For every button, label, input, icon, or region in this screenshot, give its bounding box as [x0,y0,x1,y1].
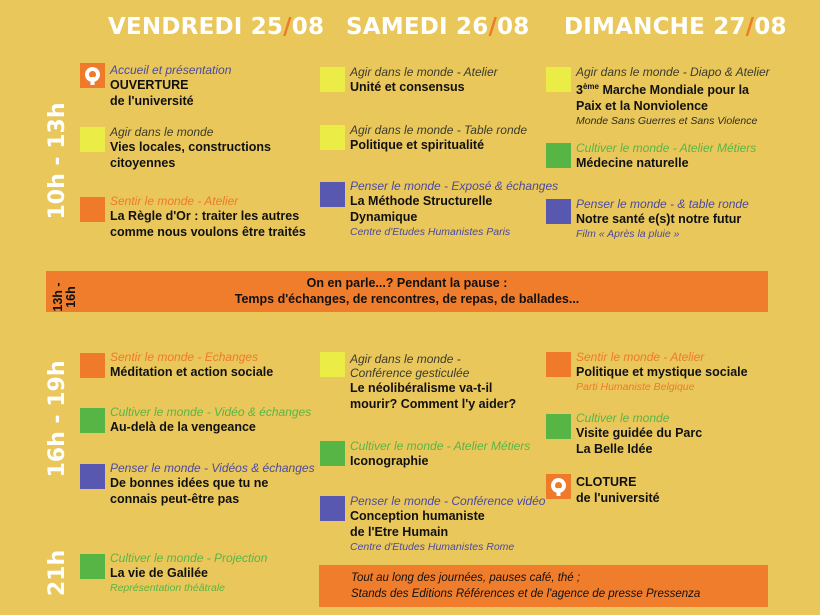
category-orange-square [80,353,105,378]
event-local-lives [80,125,320,171]
day-name: VENDREDI 25 [108,14,284,40]
event-title-prefix: 3 [576,83,583,97]
event-subtitle: Centre d'Etudes Humanistes Paris [350,226,511,238]
event-galileo [80,551,320,595]
event-political-mysticism [546,350,786,394]
day-name: SAMEDI 26 [346,14,489,40]
pause-line-1: On en parle...? Pendant la pause : [306,276,508,290]
category-green-square [546,143,571,168]
pause-line-2: Temps d'échanges, de rencontres, de repas, de ballades... [234,292,580,306]
event-title: Unité et consensus [350,80,465,94]
event-title: Notre santé e(s)t notre futur [576,212,742,226]
event-title: Vies locales, constructions citoyennes [110,140,271,170]
event-title: Politique et mystique sociale [576,365,748,379]
category-green-square [320,441,345,466]
category-yellow-square [320,352,345,377]
time-label-morning: 10h - 13h [45,102,70,220]
category-blue-square [320,182,345,207]
category-yellow-square [320,125,345,150]
event-category: Cultiver le monde - Vidéo & échanges [110,405,312,419]
event-subtitle: Centre d'Etudes Humanistes Rome [350,541,515,553]
event-title [576,79,776,114]
category-orange-square [546,352,571,377]
day-month: 08 [291,14,325,40]
event-park-visit [546,411,786,457]
event-category: Agir dans le monde [110,125,214,139]
event-meditation [80,350,320,380]
slash: / [745,14,755,40]
category-yellow-square [80,127,105,152]
event-category: Sentir le monde - Atelier [110,194,239,208]
footer-banner [319,565,768,607]
event-category: Penser le monde - Vidéos & échanges [110,461,315,475]
time-label-evening: 21h [45,549,70,597]
event-title: Au-delà de la vengeance [110,420,256,434]
event-good-ideas [80,461,320,507]
event-structural-method [320,179,560,239]
event-world-march [546,65,776,128]
event-humanist-conception [320,494,560,554]
event-category: Agir dans le monde - Table ronde [350,123,527,137]
event-title: Iconographie [350,454,429,468]
event-beyond-vengeance [80,405,320,435]
category-yellow-square [546,67,571,92]
event-category: Penser le monde - & table ronde [576,197,749,211]
category-yellow-square [320,67,345,92]
event-title: De bonnes idées que tu ne connais peut-être pas [110,476,269,506]
event-title-superscript: ème [582,82,599,91]
day-header-sunday [564,14,787,40]
event-category: Sentir le monde - Echanges [110,350,259,364]
event-iconography [320,439,560,469]
event-natural-medicine [546,141,786,171]
event-category: Cultiver le monde [576,411,670,425]
event-category: Agir dans le monde - Diapo & Atelier [576,65,770,79]
event-category: Sentir le monde - Atelier [576,350,705,364]
event-subtitle: Représentation théâtrale [110,582,225,594]
event-title: Visite guidée du Parc La Belle Idée [576,426,703,456]
category-blue-square [546,199,571,224]
time-label-afternoon: 16h - 19h [45,360,70,478]
event-title: Conception humaniste de l'Etre Humain [350,509,485,539]
event-closing [546,474,786,506]
event-title: La Méthode Structurelle Dynamique [350,194,493,224]
event-title: Politique et spiritualité [350,138,485,152]
event-category: Cultiver le monde - Projection [110,551,268,565]
day-month: 08 [497,14,530,40]
time-label-pause-text: 13h - 16h [51,282,78,312]
day-name: DIMANCHE 27 [564,14,746,40]
footer-line-1: Tout au long des journées, pauses café, thé ; [351,572,581,584]
category-blue-square [320,496,345,521]
event-opening [80,63,320,109]
event-category: Accueil et présentation [110,63,232,77]
event-title: Le néolibéralisme va-t-il mourir? Comment l'y aider? [350,381,517,411]
category-green-square [80,408,105,433]
university-logo-icon [80,63,105,88]
event-title: La Règle d'Or : traiter les autres comme nous voulons être traités [110,209,306,239]
event-golden-rule [80,194,320,240]
event-politics-spirituality [320,123,560,153]
category-green-square [80,554,105,579]
event-category-line-2: Conférence gesticulée [350,366,470,380]
slash: / [283,14,292,40]
pause-banner [46,271,768,312]
event-category: Agir dans le monde - Atelier [350,65,498,79]
category-orange-square [80,197,105,222]
event-category: Penser le monde - Exposé & échanges [350,179,559,193]
time-label-pause [50,276,80,312]
event-category: Penser le monde - Conférence vidéo [350,494,546,508]
event-unity-consensus [320,65,560,95]
event-subtitle: Film « Après la pluie » [576,228,680,240]
event-subtitle: Parti Humaniste Belgique [576,381,695,393]
event-category: Cultiver le monde - Atelier Métiers [350,439,531,453]
category-blue-square [80,464,105,489]
category-green-square [546,414,571,439]
event-category: Agir dans le monde - [350,352,461,366]
event-subtitle: Monde Sans Guerres et Sans Violence [576,115,758,127]
event-title: La vie de Galilée [110,566,208,580]
event-title: OUVERTURE de l'université [110,78,194,108]
event-neoliberalism [320,352,560,412]
event-title-rest: Marche Mondiale pour la Paix et la Nonviolence [576,83,749,113]
footer-line-2: Stands des Editions Références et de l'agence de presse Pressenza [351,588,701,600]
day-month: 08 [754,14,787,40]
event-health-future [546,197,786,241]
event-category: Cultiver le monde - Atelier Métiers [576,141,757,155]
event-title: CLOTURE de l'université [576,475,660,505]
day-header-saturday [346,14,529,40]
event-title: Méditation et action sociale [110,365,274,379]
event-title: Médecine naturelle [576,156,689,170]
university-logo-icon [546,474,571,499]
slash: / [488,14,498,40]
day-header-friday [108,14,324,40]
